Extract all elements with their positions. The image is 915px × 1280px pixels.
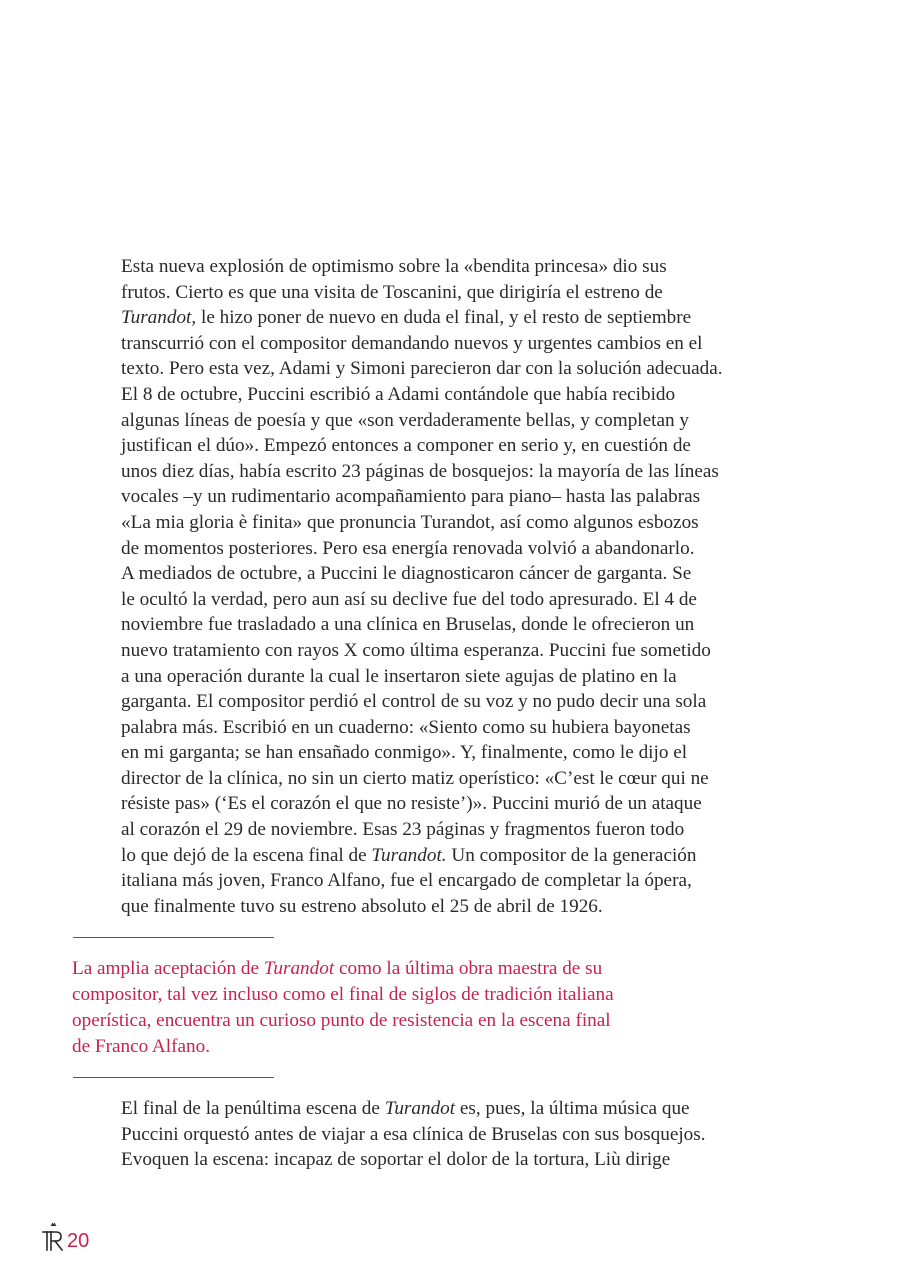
text-run: lo que dejó de la escena final de xyxy=(121,844,372,866)
italic-title: Turandot xyxy=(263,958,335,979)
text-line xyxy=(121,868,786,894)
text-run: que finalmente tuvo su estreno absoluto el 25 de abril de 1926. xyxy=(121,895,603,917)
text-run: Puccini orquestó antes de viajar a esa clínica de Bruselas con sus bosquejos. xyxy=(121,1123,706,1145)
text-line xyxy=(121,433,786,459)
text-line xyxy=(72,982,712,1008)
text-line xyxy=(121,510,786,536)
text-line xyxy=(121,331,786,357)
teatro-real-logo-icon xyxy=(41,1222,65,1252)
text-run: unos diez días, había escrito 23 páginas de bosquejos: la mayoría de las líneas xyxy=(121,460,719,482)
text-run: como la última obra maestra de su xyxy=(334,958,603,979)
text-line xyxy=(121,740,786,766)
text-run: algunas líneas de poesía y que «son verdaderamente bellas, y completan y xyxy=(121,409,689,431)
text-run: de Franco Alfano. xyxy=(72,1036,211,1057)
text-run: le hizo poner de nuevo en duda el final, y el resto de septiembre xyxy=(196,307,692,329)
text-run: al corazón el 29 de noviembre. Esas 23 páginas y fragmentos fueron todo xyxy=(121,819,685,841)
text-line xyxy=(72,956,712,982)
text-run: nuevo tratamiento con rayos X como última esperanza. Puccini fue sometido xyxy=(121,639,711,661)
text-line xyxy=(121,356,786,382)
text-run: justifican el dúo». Empezó entonces a componer en serio y, en cuestión de xyxy=(121,435,691,457)
text-line xyxy=(72,1008,712,1034)
text-run: director de la clínica, no sin un cierto matiz operístico: «C’est le cœur qui ne xyxy=(121,767,709,789)
text-line xyxy=(121,408,786,434)
text-line xyxy=(121,817,786,843)
text-line xyxy=(121,894,786,920)
text-line xyxy=(121,715,786,741)
text-run: La amplia aceptación de xyxy=(72,958,264,979)
body-paragraph-2 xyxy=(121,1096,786,1173)
text-line xyxy=(121,791,786,817)
text-line xyxy=(121,664,786,690)
text-run: garganta. El compositor perdió el control de su voz y no pudo decir una sola xyxy=(121,691,707,713)
text-run: résiste pas» (‘Es el corazón el que no resiste’)». Puccini murió de un ataque xyxy=(121,793,702,815)
pullquote xyxy=(72,956,712,1060)
italic-title: Turandot xyxy=(384,1098,456,1119)
text-run: «La mia gloria è finita» que pronuncia Turandot, así como algunos esbozos xyxy=(121,511,699,533)
text-run: El 8 de octubre, Puccini escribió a Adami contándole que había recibido xyxy=(121,383,676,405)
text-run: italiana más joven, Franco Alfano, fue el encargado de completar la ópera, xyxy=(121,870,692,892)
text-line xyxy=(121,254,786,280)
text-line xyxy=(72,1034,712,1060)
text-line xyxy=(121,1096,786,1122)
text-line xyxy=(121,561,786,587)
text-line xyxy=(121,536,786,562)
text-run: A mediados de octubre, a Puccini le diagnosticaron cáncer de garganta. Se xyxy=(121,563,692,585)
text-line xyxy=(121,305,786,331)
pullquote-bottom-rule xyxy=(73,1077,274,1078)
pullquote-top-rule xyxy=(73,937,274,938)
text-line xyxy=(121,484,786,510)
text-run: palabra más. Escribió en un cuaderno: «Siento como su hubiera bayonetas xyxy=(121,716,691,738)
text-run: es, pues, la última música que xyxy=(455,1098,690,1119)
italic-title: Turandot. xyxy=(371,844,447,866)
text-line xyxy=(121,1147,786,1173)
text-line xyxy=(121,459,786,485)
text-run: Evoquen la escena: incapaz de soportar el dolor de la tortura, Liù dirige xyxy=(121,1149,671,1171)
text-line xyxy=(121,382,786,408)
text-run: El final de la penúltima escena de xyxy=(121,1098,385,1119)
body-paragraph-1 xyxy=(121,254,786,919)
page-number: 20 xyxy=(67,1230,90,1252)
text-run: en mi garganta; se han ensañado conmigo». Y, finalmente, como le dijo el xyxy=(121,742,688,764)
text-run: Un compositor de la generación xyxy=(446,844,697,866)
text-line xyxy=(121,1122,786,1148)
text-run: texto. Pero esta vez, Adami y Simoni parecieron dar con la solución adecuada. xyxy=(121,358,723,380)
text-run: a una operación durante la cual le insertaron siete agujas de platino en la xyxy=(121,665,677,687)
page-footer xyxy=(41,1222,89,1252)
text-run: operística, encuentra un curioso punto de resistencia en la escena final xyxy=(72,1010,611,1031)
text-line xyxy=(121,638,786,664)
italic-title: Turandot, xyxy=(121,307,197,329)
text-run: le ocultó la verdad, pero aun así su declive fue del todo apresurado. El 4 de xyxy=(121,588,697,610)
text-line xyxy=(121,843,786,869)
text-line xyxy=(121,612,786,638)
text-run: noviembre fue trasladado a una clínica en Bruselas, donde le ofrecieron un xyxy=(121,614,695,636)
text-line xyxy=(121,689,786,715)
text-run: compositor, tal vez incluso como el final de siglos de tradición italiana xyxy=(72,984,614,1005)
text-line xyxy=(121,766,786,792)
text-run: de momentos posteriores. Pero esa energía renovada volvió a abandonarlo. xyxy=(121,537,695,559)
text-line xyxy=(121,280,786,306)
text-run: transcurrió con el compositor demandando nuevos y urgentes cambios en el xyxy=(121,332,703,354)
text-run: vocales –y un rudimentario acompañamiento para piano– hasta las palabras xyxy=(121,486,701,508)
text-run: frutos. Cierto es que una visita de Toscanini, que dirigiría el estreno de xyxy=(121,281,663,303)
text-line xyxy=(121,587,786,613)
text-run: Esta nueva explosión de optimismo sobre la «bendita princesa» dio sus xyxy=(121,256,667,277)
